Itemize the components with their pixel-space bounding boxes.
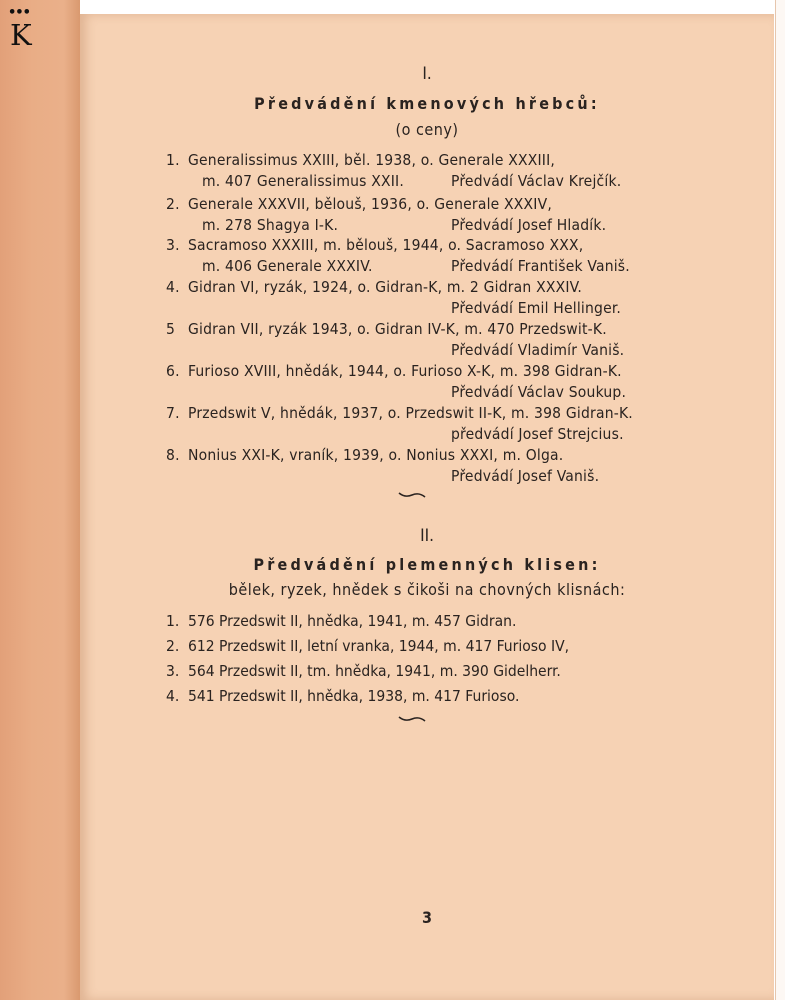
entry-number: 3. [166, 236, 180, 254]
page-edge [775, 0, 785, 1000]
entry-presenter: Předvádí Václav Krejčík. [451, 172, 622, 190]
section-1-heading: Předvádění kmenových hřebců: [254, 94, 600, 113]
entry-presenter: Předvádí Vladimír Vaniš. [451, 341, 625, 359]
section-1-number: I. [422, 64, 432, 84]
entry-pedigree: Generale XXXVII, bělouš, 1936, o. Generale XXXIV, [188, 195, 552, 213]
publisher-logo [8, 5, 38, 52]
entry-dam: m. 406 Generale XXXIV. [202, 257, 373, 275]
entry-number: 6. [166, 362, 180, 380]
entry-number: 1. [166, 612, 180, 630]
booklet-page [80, 14, 774, 1000]
entry-number: 4. [166, 278, 180, 296]
entry-text: 612 Przedswit II, letní vranka, 1944, m. 417 Furioso IV, [188, 637, 570, 655]
entry-number: 5 [166, 320, 176, 338]
entry-pedigree: Sacramoso XXXIII, m. bělouš, 1944, o. Sacramoso XXX, [188, 236, 584, 254]
entry-number: 8. [166, 446, 180, 464]
entry-number: 7. [166, 404, 180, 422]
entry-pedigree: Furioso XVIII, hnědák, 1944, o. Furioso X-K, m. 398 Gidran-K. [188, 362, 622, 380]
section-1-subheading: (o ceny) [395, 120, 459, 139]
section-2-subheading: bělek, ryzek, hnědek s čikoši na chovných klisnách: [228, 580, 626, 599]
section-end-flourish [397, 714, 427, 724]
booklet-spine [0, 0, 80, 1000]
entry-pedigree: Gidran VII, ryzák 1943, o. Gidran IV-K, m. 470 Przedswit-K. [188, 320, 607, 338]
entry-number: 1. [166, 151, 180, 169]
section-2-number: II. [420, 526, 434, 546]
entry-number: 2. [166, 195, 180, 213]
page-number: 3 [421, 908, 432, 927]
entry-number: 2. [166, 637, 180, 655]
logo-crown-dots: ••• [8, 5, 30, 20]
entry-text: 576 Przedswit II, hnědka, 1941, m. 457 Gidran. [188, 612, 517, 630]
entry-number: 3. [166, 662, 180, 680]
entry-presenter: Předvádí Emil Hellinger. [451, 299, 621, 317]
entry-presenter: Předvádí Josef Hladík. [451, 216, 607, 234]
logo-letter: K [10, 18, 32, 52]
entry-pedigree: Gidran VI, ryzák, 1924, o. Gidran-K, m. 2 Gidran XXXIV. [188, 278, 583, 296]
entry-presenter: předvádí Josef Strejcius. [451, 425, 624, 443]
entry-presenter: Předvádí Josef Vaniš. [451, 467, 600, 485]
entry-pedigree: Nonius XXI-K, vraník, 1939, o. Nonius XXXI, m. Olga. [188, 446, 564, 464]
entry-pedigree: Przedswit V, hnědák, 1937, o. Przedswit II-K, m. 398 Gidran-K. [188, 404, 633, 422]
entry-dam: m. 278 Shagya I-K. [202, 216, 339, 234]
entry-text: 564 Przedswit II, tm. hnědka, 1941, m. 390 Gidelherr. [188, 662, 561, 680]
entry-number: 4. [166, 687, 180, 705]
entry-presenter: Předvádí František Vaniš. [451, 257, 630, 275]
section-divider-flourish [397, 490, 427, 500]
entry-text: 541 Przedswit II, hnědka, 1938, m. 417 Furioso. [188, 687, 520, 705]
entry-pedigree: Generalissimus XXIII, běl. 1938, o. Generale XXXIII, [188, 151, 556, 169]
entry-dam: m. 407 Generalissimus XXII. [202, 172, 404, 190]
section-2-heading: Předvádění plemenných klisen: [253, 555, 601, 574]
entry-presenter: Předvádí Václav Soukup. [451, 383, 627, 401]
